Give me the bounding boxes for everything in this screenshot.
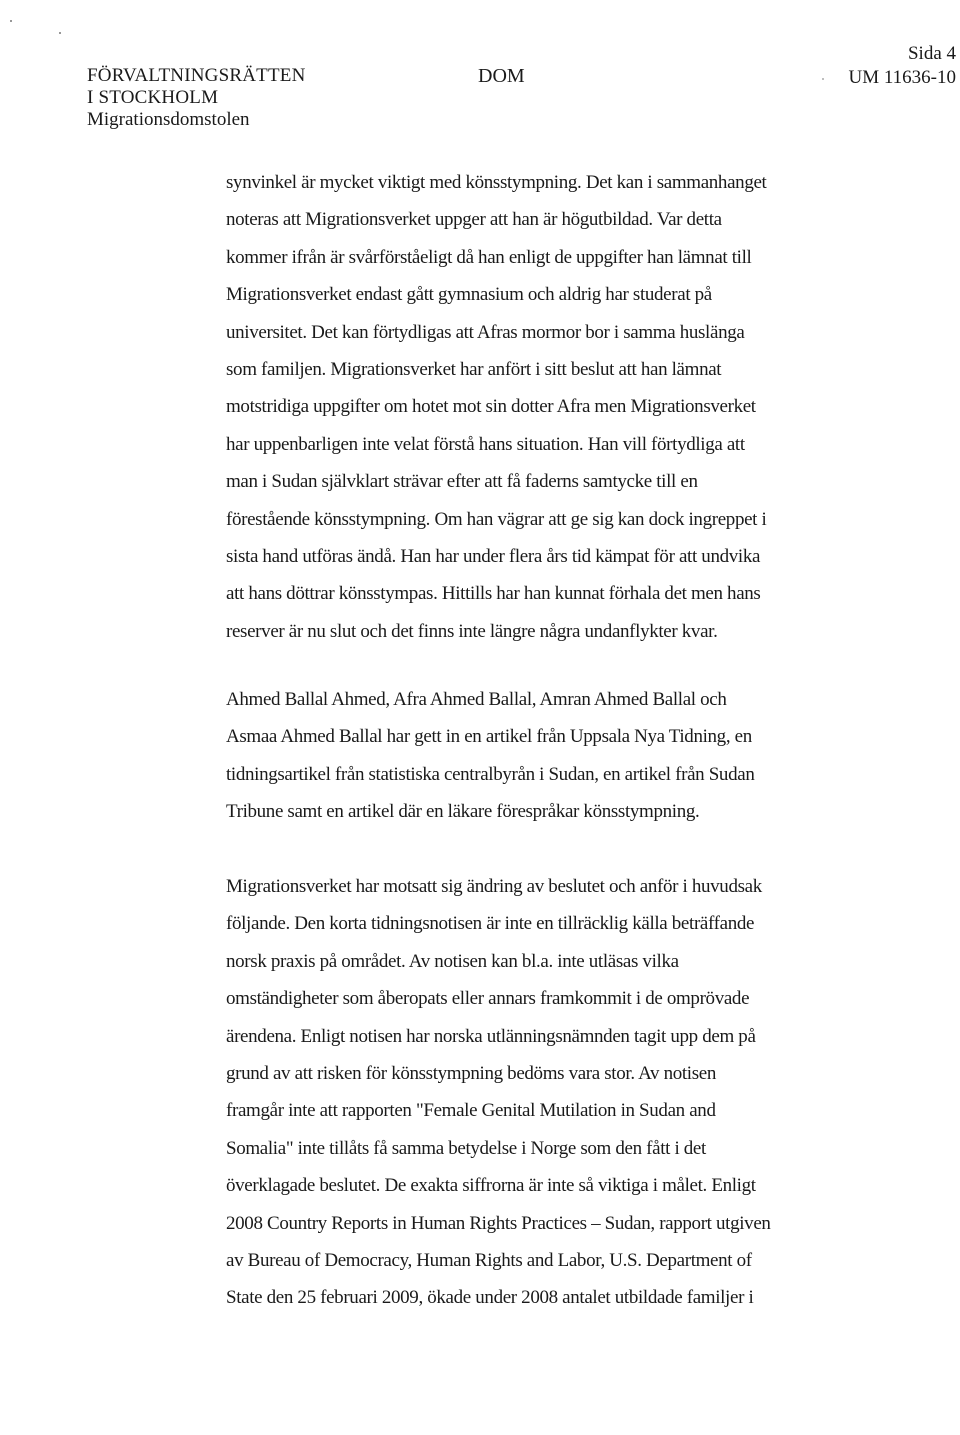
text-line: tidningsartikel från statistiska centralbyrån i Sudan, en artikel från Sudan <box>226 763 755 785</box>
paragraph-1 <box>226 164 766 650</box>
paragraph-3 <box>226 868 771 1317</box>
text-line: State den 25 februari 2009, ökade under 2008 antalet utbildade familjer i <box>226 1287 754 1309</box>
text-line: Ahmed Ballal Ahmed, Afra Ahmed Ballal, Amran Ahmed Ballal och <box>226 689 727 710</box>
scan-speck <box>10 20 12 22</box>
text-line: omständigheter som åberopats eller annars framkommit i de omprövade <box>226 988 750 1010</box>
court-block <box>87 65 306 131</box>
text-line: universitet. Det kan förtydligas att Afras mormor bor i samma huslänga <box>226 321 745 343</box>
text-line: sista hand utföras ändå. Han har under flera års tid kämpat för att undvika <box>226 545 761 567</box>
court-division: Migrationsdomstolen <box>87 109 250 130</box>
text-line: motstridiga uppgifter om hotet mot sin dotter Afra men Migrationsverket <box>226 396 756 418</box>
page-info <box>849 42 957 90</box>
text-line: som familjen. Migrationsverket har anfört i sitt beslut att han lämnat <box>226 358 722 380</box>
text-line: Somalia" inte tillåts få samma betydelse i Norge som den fått i det <box>226 1137 706 1159</box>
page-number: Sida 4 <box>907 43 956 64</box>
text-line: framgår inte att rapporten "Female Genital Mutilation in Sudan and <box>226 1100 716 1122</box>
paragraph-2 <box>226 681 754 831</box>
text-line: Tribune samt en artikel där en läkare förespråkar könsstympning. <box>226 801 700 823</box>
text-line: kommer ifrån är svårförståeligt då han enligt de uppgifter han lämnat till <box>226 246 752 268</box>
text-line: synvinkel är mycket viktigt med könsstympning. Det kan i sammanhanget <box>226 172 767 193</box>
text-line: noteras att Migrationsverket uppger att han är högutbildad. Var detta <box>226 209 722 231</box>
scan-speck <box>822 78 824 80</box>
scan-speck <box>59 32 61 34</box>
court-name-line-1: FÖRVALTNINGSRÄTTEN <box>87 65 306 86</box>
text-line: av Bureau of Democracy, Human Rights and Labor, U.S. Department of <box>226 1249 752 1271</box>
case-number: UM 11636-10 <box>848 67 956 88</box>
text-line: reserver är nu slut och det finns inte längre några undanflykter kvar. <box>226 620 718 642</box>
text-line: förestående könsstympning. Om han vägrar att ge sig kan dock ingreppet i <box>226 508 767 530</box>
text-line: har uppenbarligen inte velat förstå hans situation. Han vill förtydliga att <box>226 433 745 455</box>
text-line: grund av att risken för könsstympning bedöms vara stor. Av notisen <box>226 1062 717 1084</box>
text-line: Asmaa Ahmed Ballal har gett in en artikel från Uppsala Nya Tidning, en <box>226 726 752 748</box>
text-line: överklagade beslutet. De exakta siffrorna är inte så viktiga i målet. Enligt <box>226 1175 756 1197</box>
text-line: Migrationsverket endast gått gymnasium och aldrig har studerat på <box>226 284 712 306</box>
text-line: Migrationsverket har motsatt sig ändring av beslutet och anför i huvudsak <box>226 876 762 897</box>
text-line: 2008 Country Reports in Human Rights Practices – Sudan, rapport utgiven <box>226 1212 771 1234</box>
text-line: att hans döttrar könsstympas. Hittills har han kunnat förhala det men hans <box>226 583 761 605</box>
court-name-line-2: I STOCKHOLM <box>87 87 219 108</box>
document-type: DOM <box>478 65 525 87</box>
document-header <box>0 0 960 130</box>
text-line: ärendena. Enligt notisen har norska utlänningsnämnden tagit upp dem på <box>226 1025 756 1047</box>
text-line: man i Sudan självklart strävar efter att få faderns samtycke till en <box>226 471 698 493</box>
text-line: följande. Den korta tidningsnotisen är inte en tillräcklig källa beträffande <box>226 913 755 935</box>
text-line: norsk praxis på området. Av notisen kan bl.a. inte utläsas vilka <box>226 950 679 972</box>
